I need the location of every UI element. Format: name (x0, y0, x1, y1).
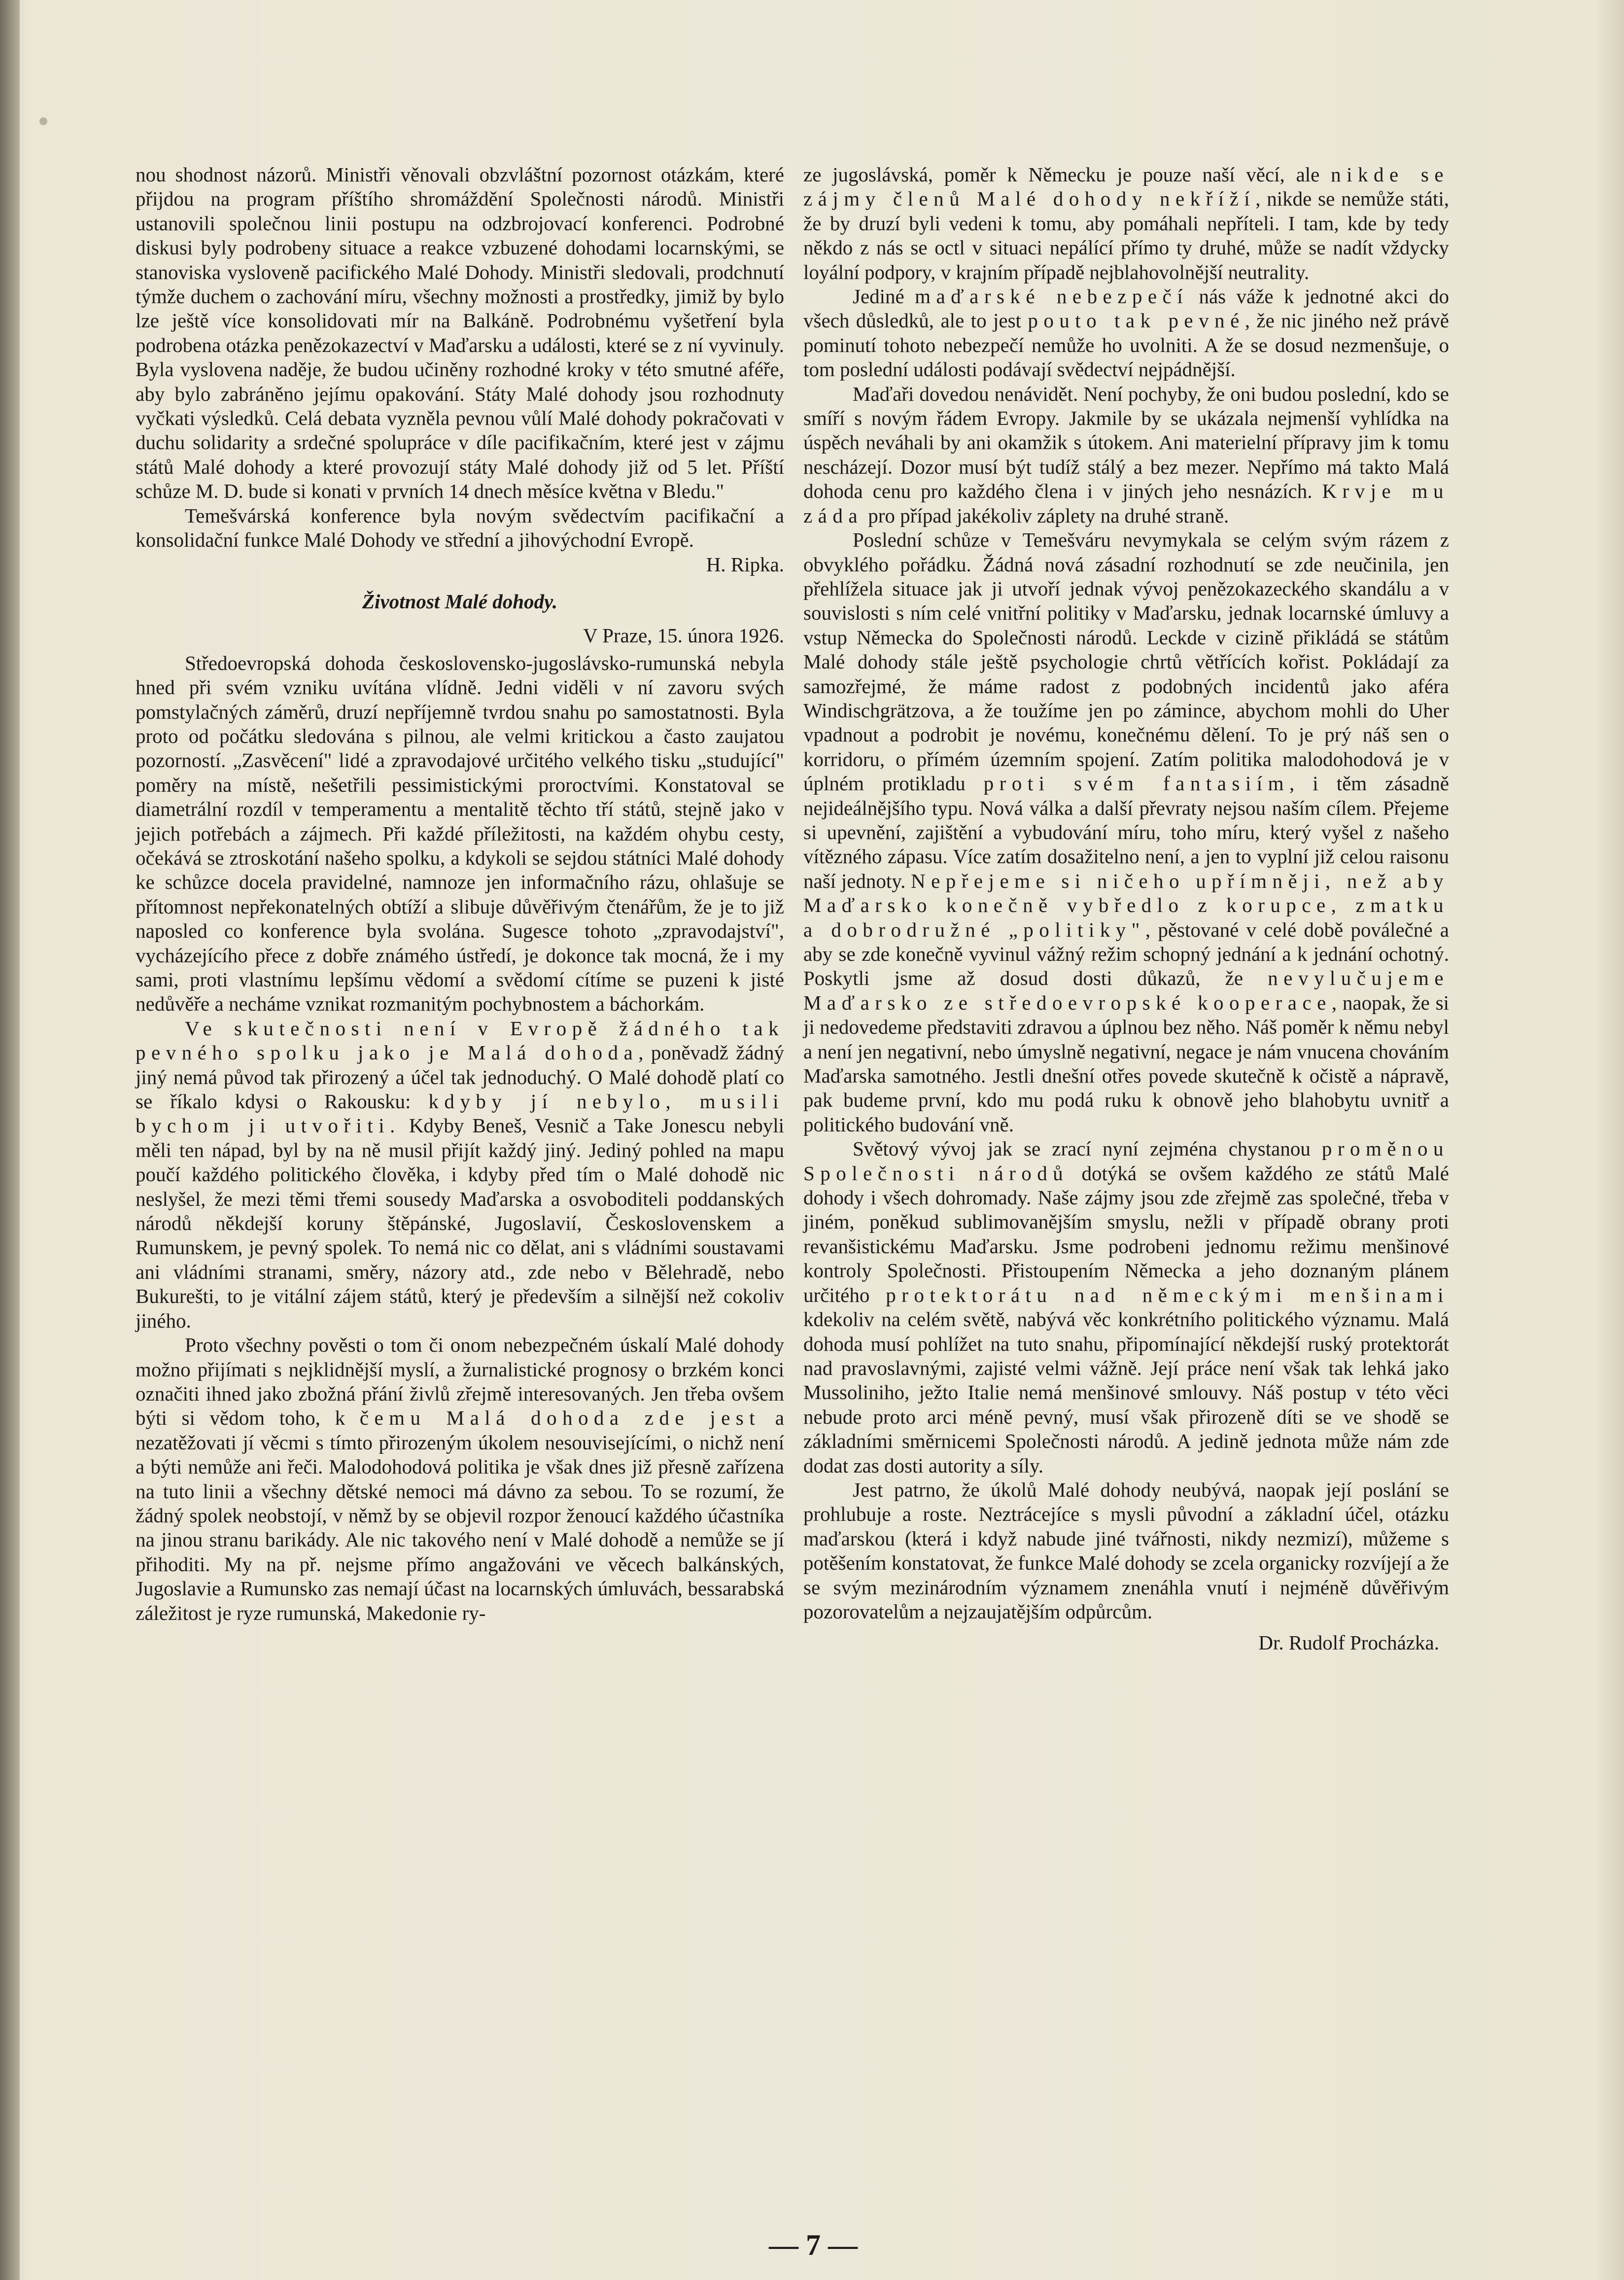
left-paragraph-4: Ve skutečnosti není v Evropě žádného tak pevného spolku jako je Malá dohoda, poněvadž žádný jiný nemá původ tak přirozený a účel tak jednoduchý. O Malé dohodě platí co se říkalo kdysi o Rakousku: kdyby jí nebylo, musili bychom ji utvořiti. Kdyby Beneš, Vesnič a Take Jonescu nebyli měli ten nápad, byl by na ně musil přijít každý jiný. Jediný pohled na mapu poučí každého politického člověka, i kdyby před tím o Malé dohodě nic neslyšel, že mezi těmi třemi sousedy Maďarska a osvoboditeli poddanských národů někdejší koruny štěpánské, Jugoslavií, Československem a Rumunskem, je pevný spolek. To nemá nic co dělat, ani s vládními soustavami ani vládními stranami, směry, názory atd., zde nebo v Bělehradě, nebo Bukurešti, to je vitální zájem států, který je především a silnější než cokoliv jiného. (136, 1017, 785, 1332)
spaced-emphasis: pouto tak pevné (1028, 309, 1245, 332)
page-number: — 7 — (769, 2229, 858, 2261)
right-paragraph-4: Poslední schůze v Temešváru nevymykala se celým svým rázem z obvyklého pořádku. Žádná nová zásadní rozhodnutí se zde neučinila, jen přehlížela situace jak ji utvoří jednak vývoj penězokazeckého skandálu a v souvislosti s ním celé vnitřní politiky v Maďarsku, jednak locarnské úmluvy a vstup Německa do Společnosti národů. Leckde v cizině přikládá se státům Malé dohody stále ještě psychologie chrtů větřících kořist. Pokládají za samozřejmé, že máme radost z podobných incidentů jako aféra Windischgrätzova, a že toužíme jen po zámince, abychom mohli do Uher vpadnout a podrobit je novému, konečnému dělení. To je prý náš sen o korridoru, o přímém územním spojení. Zatím politika malodohodová je v úplném protikladu proti svém fantasiím, i těm zásadně nejideálnějšího typu. Nová válka a další převraty nejsou naším cílem. Přejeme si upevnění, zajištění a vybudování míru, toho míru, který vyšel z našeho vítězného zápasu. Více zatím dosažitelno není, a jen to vyplní již celou raisonu naší jednoty. Nepřejeme si ničeho upřímněji, než aby Maďarsko konečně vybředlo z korupce, zmatku a dobrodružné „politiky", pěstované v celé době poválečné a aby se zde konečně vyvinul vážný režim schopný jednání a k jednání ochotný. Poskytli jsme až dosud dosti důkazů, že nevylučujeme Maďarsko ze středoevropské kooperace, naopak, že si ji nedovedeme představiti zdravou a úplnou bez něho. Náš poměr k němu nebyl a není jen negativní, nebo úmyslně negativní, negace je nám vnucena chováním Maďarska samotného. Jestli dnešní otřes povede skutečně k očistě a nápravě, pak budeme první, kdo mu podá ruku k obnově jeho blahobytu uvnitř a politického budování vně. (803, 528, 1450, 1136)
left-paragraph-1: nou shodnost názorů. Ministři věnovali obzvláštní pozornost otázkám, které přijdou na program příštího shromáždění Společnosti národů. Ministři ustanovili společnou linii postupu na odzbrojovací konferenci. Podrobné diskusi byly podrobeny situace a reakce vzbuzené dohodami locarnskými, se stanoviska vysloveně pacifického Malé Dohody. Ministři sledovali, prodchnutí týmže duchem o zachování míru, všechny možnosti a prostředky, jimiž by bylo lze ještě více konsolidovati mír na Balkáně. Podrobnému vyšetření byla podrobena otázka penězokazectví v Maďarsku a události, které se z ní vyvinuly. Byla vyslovena naděje, že budou učiněny rozhodné kroky v této smutné aféře, aby bylo zabráněno jejímu opakování. Státy Malé dohody jsou rozhodnuty vyčkati výsledků. Celá debata vyzněla pevnou vůlí Malé dohody pokračovati v duchu solidarity a srdečné spolupráce v díle pacifikačním, které jest v zájmu států Malé dohody a které provozují státy Malé dohody již od 5 let. Příští schůze M. D. bude si konati v prvních 14 dnech měsíce května v Bledu." (136, 163, 784, 503)
spaced-emphasis: nikde se zájmy členů Malé dohody nekříží (803, 163, 1450, 210)
right-paragraph-2: Jediné maďarské nebezpečí nás váže k jednotné akci do všech důsledků, ale to jest pouto tak pevné, že nic jiného než právě pominutí tohoto nebezpečí nemůže ho uvolniti. A že se dosud nezmenšuje, o tom poslední události podávají svědectví nejpádnější. (803, 285, 1450, 381)
left-column (136, 163, 784, 1625)
right-column (803, 163, 1449, 1655)
left-paragraph-5: Proto všechny pověsti o tom či onom nebezpečném úskalí Malé dohody možno přijímati s nejklidnější myslí, a žurnalistické prognosy o brzkém konci označiti ihned jako zbožná přání živlů zřejmě interesovaných. Jen třeba ovšem býti si vědom toho, k čemu Malá dohoda zde jest a nezatěžovati jí věcmi s tímto přirozeným úkolem nesouvisejícími, o nichž není a býti nemůže ani řeči. Malodohodová politika je však dnes již přesně zařízena na tuto linii a všechny dětské nemoci má dávno za sebou. To se rozumí, že žádný spolek neobstojí, v němž by se objevil rozpor ženoucí každého účastníka na jinou stranu barikády. Ale nic takového není v Malé dohodě a nemůže se jí přihoditi. My na př. nejsme přímo angažováni ve věcech balkánských, Jugoslavie a Rumunsko zas nemají účast na locarnských úmluvách, bessarabská záležitost je ryze rumunská, Makedonie ry- (136, 1333, 784, 1624)
left-paragraph-2: Temešvárská konference byla novým svědectvím pacifikační a konsolidační funkce Malé Dohody ve střední a jihovýchodní Evropě. (136, 504, 784, 552)
author-signature-ripka: H. Ripka. (706, 553, 784, 576)
spaced-emphasis: Ve skutečnosti není v Evropě žádného tak pevného spolku jako je Malá dohoda (136, 1017, 784, 1064)
spaced-emphasis: protektorátu nad německými menšinami (886, 1283, 1449, 1306)
right-paragraph-1: ze jugoslávská, poměr k Německu je pouze naší věcí, ale nikde se zájmy členů Malé dohody nekříží, nikde se nemůže státi, že by druzí byli vedeni k tomu, aby pomáhali nepříteli. I tam, kde by tedy někdo z nás se octl v situaci nepálící přímo ty druhé, může se nadít vždycky loyální podpory, v krajním případě nejblahovolnější neutrality. (803, 163, 1450, 283)
spaced-emphasis: maďarské nebezpečí (915, 285, 1189, 308)
spaced-emphasis: proti svém fantasiím (983, 772, 1289, 795)
left-paragraph-2-block (136, 504, 784, 553)
right-paragraph-6: Jest patrno, že úkolů Malé dohody neubývá, naopak její poslání se prohlubuje a roste. Neztrácejíce s mysli původní a základní účel, otázku maďarskou (která i když nabude jiné tvářnosti, nikdy nezmizí), můžeme s potěšením konstatovat, že funkce Malé dohody se zcela organicky rozvíjejí a že se svým mezinárodním významem znenáhla vnutí i nejméně důvěřivým pozorovatelům a nejzaujatějším odpůrcům. (803, 1478, 1449, 1623)
right-paragraph-3: Maďaři dovedou nenávidět. Není pochyby, že oni budou poslední, kdo se smíří s novým řádem Evropy. Jakmile by se ukázala nejmenší vyhlídka na úspěch neváhali by ani okamžik s útokem. Ani materielní přípravy jim k tomu nescházejí. Dozor musí být tudíž stálý a bez mezer. Nepřímo má takto Malá dohoda cenu pro každého člena i v jiných jeho nesnázích. Krvje mu záda pro případ jakékoliv záplety na druhé straně. (803, 382, 1450, 527)
spaced-emphasis: Nepřejeme si ničeho upřímněji, než aby Maďarsko konečně vybředlo z korupce, zmatku a dobrodružné „politiky" (803, 869, 1450, 941)
author-signature-prochazka: Dr. Rudolf Procházka. (1258, 1631, 1439, 1654)
right-paragraph-5: Světový vývoj jak se zrací nyní zejména chystanou proměnou Společnosti národů dotýká se ovšem každého ze států Malé dohody i všech dohromady. Naše zájmy jsou zde zřejmě zas společné, třeba v jiném, poněkud sublimovanějším smyslu, nežli v případě obrany proti revanšistickému Maďarsku. Jsme podrobeni jednomu režimu menšinové kontroly Společnosti. Přistoupením Německa a jeho doznaným plánem určitého protektorátu nad německými menšinami kdekoliv na celém světě, nabývá věc konkrétního politického významu. Malá dohoda musí pohlížet na tuto snahu, připomínající někdejší ruský protektorát nad pravoslavnými, zajisté velmi vážně. Její práce není však tak lehká jako Mussoliniho, ježto Italie nemá menšinové smlouvy. Náš postup v této věci nebude proto arci méně pevný, musí však přirozeně díti se ve shodě se základními směrnicemi Společnosti národů. A jedině jednota může nám zde dodat zas dosti autority a síly. (803, 1137, 1450, 1477)
article-heading: Životnost Malé dohody. (362, 590, 557, 613)
spaced-emphasis: nevylučujeme Maďarsko ze středoevropské kooperace (803, 967, 1450, 1014)
left-paragraph-3: Středoevropská dohoda československo-jugoslávsko-rumunská nebyla hned při svém vzniku uvítána vlídně. Jedni viděli v ní zavoru svých pomstylačných záměrů, druzí nepříjemně tvrdou snahu po samostatnosti. Byla proto od počátku sledována s pilnou, ale velmi kritickou a často zaujatou pozorností. „Zasvěcení" lidé a zpravodajové určitého velkého tisku „studující" poměry na místě, nešetřili pessimistickými proroctvími. Konstatoval se diametrální rozdíl v temperamentu a mentalitě těchto tří států, stejně jako v jejich potřebách a zájmech. Při každé příležitosti, na každém ohybu cesty, očekává se ztroskotání našeho spolku, a kdykoli se sejdou státníci Malé dohody ke schůzce docela pravidelné, namnoze jen informačního rázu, ohlašuje se přítomnost nepřekonatelných obtíží a slibuje důvěřivým čtenářům, že je to již naposled co konference byla svolána. Sugesce tohoto „zpravodajství", vycházejícího přece z dobře známého ústředí, je dokonce tak mocná, že i my sami, proti vlastnímu lepšímu vědomí a svědomí cítíme se puzeni k jisté nedůvěře a necháme vznikat rozmanitým pochybnostem a báchorkám. (136, 651, 784, 1016)
spaced-emphasis: kdyby jí nebylo, musili bychom ji utvořiti. (136, 1090, 785, 1137)
page-binding-edge (0, 0, 20, 2280)
article-date: V Praze, 15. února 1926. (583, 624, 784, 647)
spaced-emphasis: čemu Malá dohoda zde jest (359, 1406, 761, 1430)
spaced-emphasis: Krvje mu záda (803, 480, 1450, 527)
paper-mark (39, 117, 47, 125)
spaced-emphasis: proměnou Společnosti národů (803, 1137, 1450, 1185)
